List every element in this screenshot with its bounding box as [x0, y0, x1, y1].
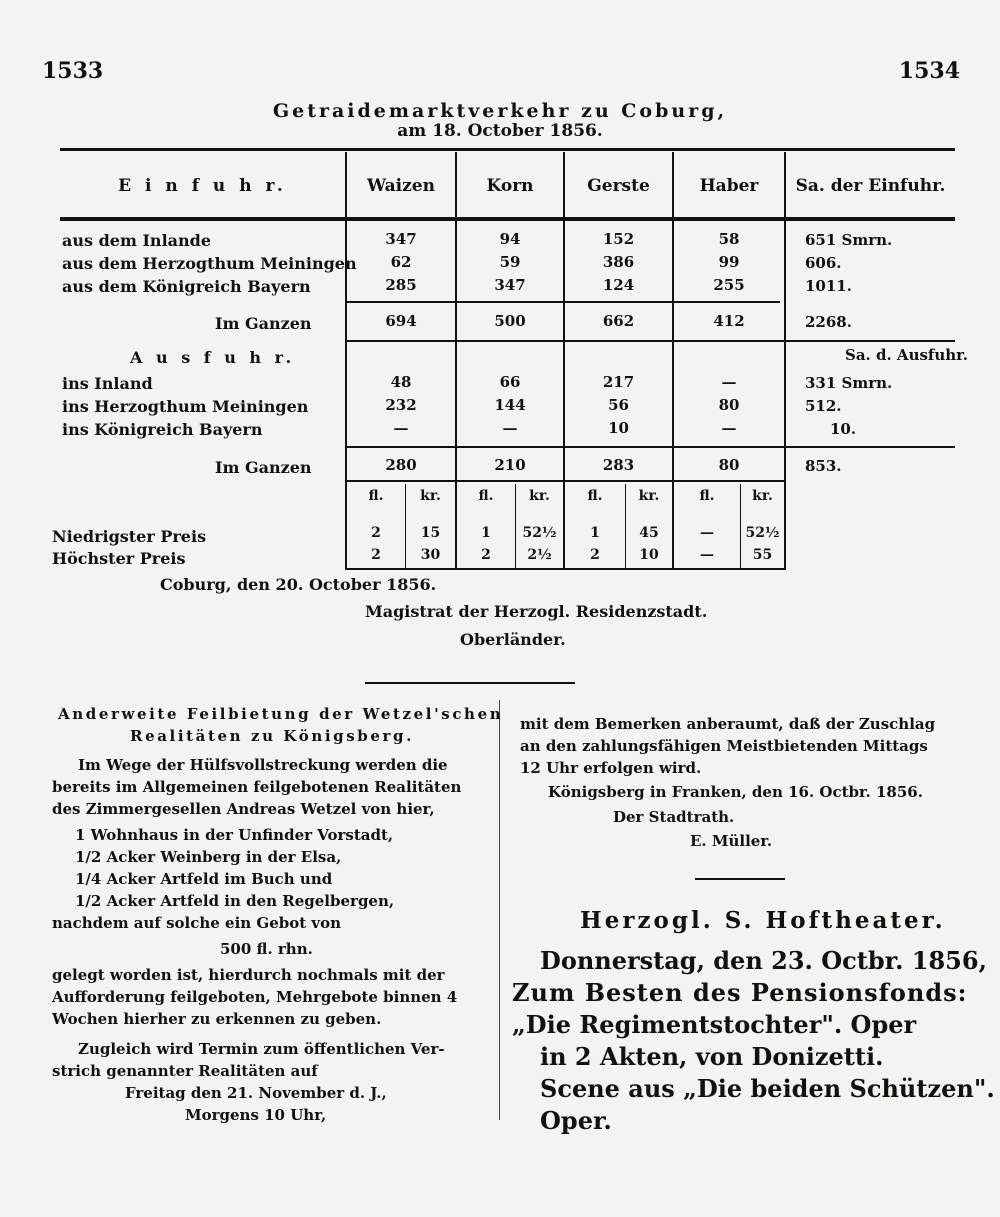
notice-line: nachdem auf solche ein Gebot von: [52, 914, 342, 932]
cell: 347: [385, 230, 417, 248]
signature-authority: Magistrat der Herzogl. Residenzstadt.: [365, 602, 708, 621]
notice-heading: Anderweite Feilbietung der Wetzel'schen: [58, 705, 504, 723]
cell: 99: [718, 253, 740, 271]
price-cell: —: [700, 525, 714, 541]
theater-line: Oper.: [540, 1106, 612, 1135]
unit-kr: kr.: [752, 488, 773, 504]
notice-line: Aufforderung feilgeboten, Mehrgebote binnen 4: [52, 988, 458, 1006]
price-cell: 2: [371, 525, 381, 541]
market-title: Getraidemarktverkehr zu Coburg,: [272, 100, 728, 122]
column-divider: [672, 152, 674, 570]
notice-line: strich genannter Realitäten auf: [52, 1062, 318, 1080]
cell: 217: [602, 373, 635, 391]
cell: —: [502, 419, 518, 437]
theater-line: Donnerstag, den 23. Octbr. 1856,: [540, 946, 987, 975]
unit-kr: kr.: [529, 488, 550, 504]
section-divider: [365, 682, 575, 684]
notice-line: bereits im Allgemeinen feilgebotenen Realitäten: [52, 778, 462, 796]
row-label: aus dem Inlande: [62, 231, 212, 250]
notice-line: des Zimmergesellen Andreas Wetzel von hier,: [52, 800, 435, 818]
cell: 10: [608, 419, 629, 437]
ausfuhr-total-sum: 853.: [805, 457, 842, 475]
price-cell: 52½: [745, 525, 780, 541]
ausfuhr-subtotal-rule: [345, 446, 955, 448]
cell: 210: [494, 456, 526, 474]
cell: —: [721, 419, 737, 437]
cell: 58: [718, 230, 740, 248]
page-number-left: 1533: [42, 58, 104, 84]
notice-office: Der Stadtrath.: [613, 808, 735, 826]
cell: 94: [499, 230, 521, 248]
unit-kr: kr.: [420, 488, 441, 504]
theater-line: in 2 Akten, von Donizetti.: [540, 1042, 884, 1071]
cell: 347: [494, 276, 526, 294]
price-cell: 1: [481, 525, 491, 541]
theater-line: „Die Regimentstochter". Oper: [512, 1010, 917, 1039]
ausfuhr-total-rule: [345, 480, 785, 482]
cell: 500: [494, 312, 526, 330]
ausfuhr-total-label: Im Ganzen: [215, 458, 312, 477]
price-cell: 2½: [527, 547, 552, 563]
price-cell: 45: [639, 525, 659, 541]
header-einfuhr: E i n f u h r.: [118, 176, 287, 196]
property-item: 1 Wohnhaus in der Unfinder Vorstadt,: [75, 826, 394, 844]
price-row-label: Niedrigster Preis: [52, 527, 207, 546]
einfuhr-total-sum: 2268.: [805, 313, 852, 331]
cell: 412: [713, 312, 745, 330]
unit-fl: fl.: [478, 488, 494, 504]
notice-line: Zugleich wird Termin zum öffentlichen Ver-: [78, 1040, 445, 1058]
theater-line: Zum Besten des Pensionsfonds:: [512, 978, 968, 1007]
table-bottom-rule: [345, 568, 785, 570]
cell: 80: [718, 396, 740, 414]
property-item: 1/2 Acker Weinberg in der Elsa,: [75, 848, 342, 866]
price-cell: 15: [420, 525, 441, 541]
cell: 144: [494, 396, 526, 414]
property-item: 1/2 Acker Artfeld in den Regelbergen,: [75, 892, 395, 910]
notice-signer: E. Müller.: [690, 832, 773, 850]
notice-place-date: Königsberg in Franken, den 16. Octbr. 1856.: [548, 783, 923, 801]
einfuhr-total-rule: [345, 340, 955, 342]
notice-time: Morgens 10 Uhr,: [185, 1106, 327, 1124]
header-haber: Haber: [699, 176, 759, 196]
notice-line: an den zahlungsfähigen Meistbietenden Mittags: [520, 737, 928, 755]
row-sum: 1011.: [805, 277, 852, 295]
price-cell: 2: [481, 547, 491, 563]
theater-heading: Herzogl. S. Hoftheater.: [580, 907, 946, 934]
row-label: ins Herzogthum Meiningen: [62, 397, 309, 416]
cell: 66: [499, 373, 521, 391]
price-cell: 30: [420, 547, 441, 563]
unit-fl: fl.: [368, 488, 384, 504]
notice-price: 500 fl. rhn.: [220, 940, 313, 958]
cell: 694: [385, 312, 417, 330]
price-cell: 2: [590, 547, 600, 563]
header-korn: Korn: [486, 176, 534, 196]
row-sum: 651 Smrn.: [805, 231, 893, 249]
table-header-rule: [60, 217, 955, 221]
property-item: 1/4 Acker Artfeld im Buch und: [75, 870, 333, 888]
ausfuhr-sum-heading: Sa. d. Ausfuhr.: [845, 346, 968, 364]
unit-fl: fl.: [699, 488, 715, 504]
header-sa-einfuhr: Sa. der Einfuhr.: [795, 176, 946, 196]
notice-subheading: Realitäten zu Königsberg.: [130, 727, 414, 745]
notice-line: gelegt worden ist, hierdurch nochmals mit der: [52, 966, 445, 984]
notice-line: 12 Uhr erfolgen wird.: [520, 759, 702, 777]
column-divider: [784, 152, 786, 570]
cell: 283: [602, 456, 635, 474]
column-divider: [345, 152, 347, 570]
price-cell: 55: [752, 547, 773, 563]
row-label: aus dem Herzogthum Meiningen: [62, 254, 357, 273]
signature-date: Coburg, den 20. October 1856.: [160, 575, 437, 594]
row-label: ins Königreich Bayern: [62, 420, 263, 439]
header-waizen: Waizen: [367, 176, 435, 196]
notice-line: Im Wege der Hülfsvollstreckung werden die: [78, 756, 448, 774]
price-cell: 2: [371, 547, 381, 563]
einfuhr-total-label: Im Ganzen: [215, 314, 312, 333]
row-sum: 10.: [830, 420, 857, 438]
notice-line: Wochen hierher zu erkennen zu geben.: [52, 1010, 382, 1028]
cell: 152: [602, 230, 635, 248]
cell: 255: [713, 276, 745, 294]
notice-line: mit dem Bemerken anberaumt, daß der Zuschlag: [520, 715, 936, 733]
cell: —: [393, 419, 409, 437]
cell: 232: [385, 396, 417, 414]
cell: 662: [602, 312, 635, 330]
row-label: aus dem Königreich Bayern: [62, 277, 311, 296]
cell: 80: [718, 456, 740, 474]
header-gerste: Gerste: [587, 176, 650, 196]
row-sum: 606.: [805, 254, 842, 272]
table-top-rule: [60, 148, 955, 151]
signature-name: Oberländer.: [460, 630, 566, 649]
column-divider: [455, 152, 457, 570]
cell: 62: [390, 253, 412, 271]
cell: 280: [385, 456, 417, 474]
price-row-label: Höchster Preis: [52, 549, 186, 568]
page-number-right: 1534: [898, 58, 960, 84]
cell: 59: [499, 253, 521, 271]
price-cell: 1: [590, 525, 600, 541]
cell: 386: [602, 253, 635, 271]
section-divider: [695, 878, 785, 880]
price-cell: —: [700, 547, 714, 563]
cell: 48: [390, 373, 412, 391]
price-cell: 52½: [522, 525, 557, 541]
row-sum: 331 Smrn.: [805, 374, 893, 392]
price-cell: 10: [639, 547, 659, 563]
row-sum: 512.: [805, 397, 842, 415]
unit-fl: fl.: [587, 488, 603, 504]
row-label: ins Inland: [62, 374, 153, 393]
column-divider: [563, 152, 565, 570]
unit-kr: kr.: [638, 488, 660, 504]
cell: —: [721, 373, 737, 391]
cell: 285: [385, 276, 417, 294]
cell: 56: [608, 396, 629, 414]
notice-date: Freitag den 21. November d. J.,: [125, 1084, 387, 1102]
theater-line: Scene aus „Die beiden Schützen".: [540, 1074, 995, 1103]
cell: 124: [602, 276, 635, 294]
column-divider-center: [499, 700, 500, 1120]
ausfuhr-heading: A u s f u h r.: [130, 348, 296, 367]
market-date: am 18. October 1856.: [397, 121, 603, 141]
